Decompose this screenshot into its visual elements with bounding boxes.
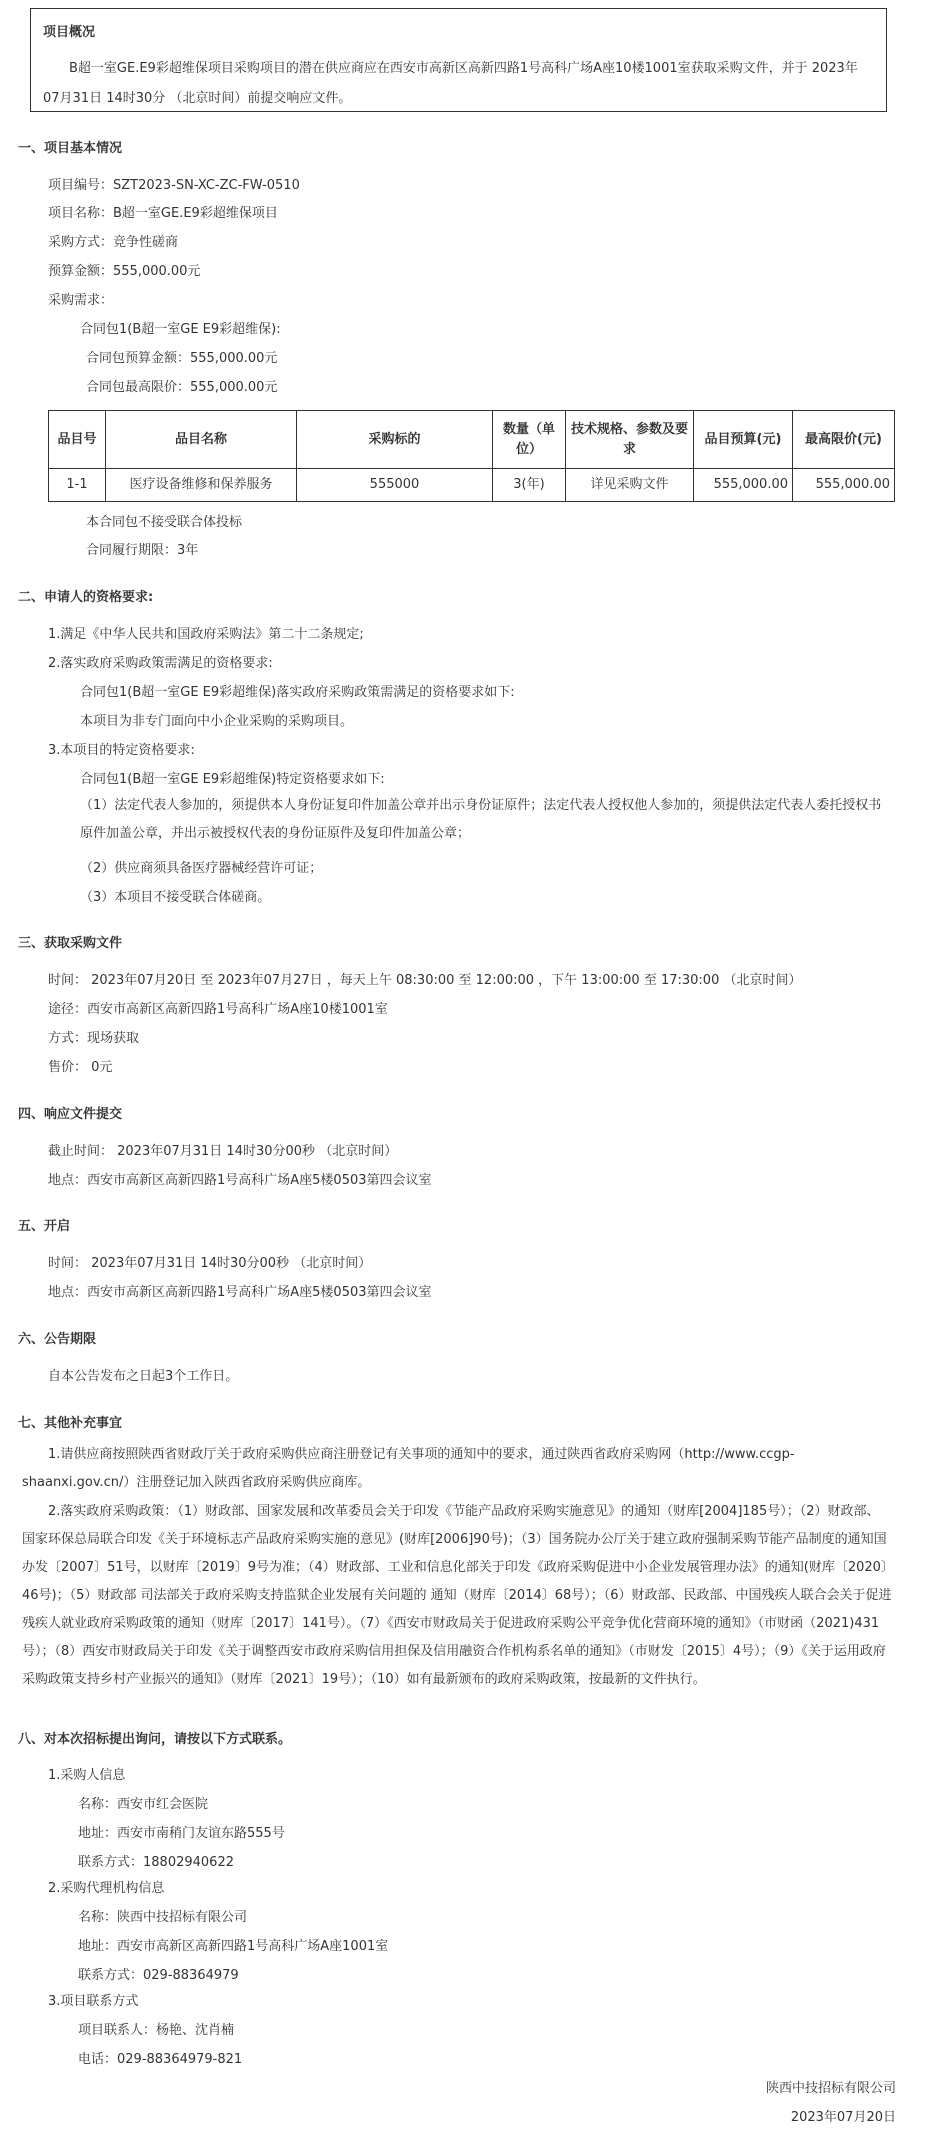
col-header-specs: 技术规格、参数及要求 (566, 411, 694, 469)
qualification-item-3-lot: 合同包1(B超一室GE E9彩超维保)特定资格要求如下: (80, 772, 385, 787)
col-header-item-budget: 品目预算(元) (694, 411, 793, 469)
submission-deadline: 截止时间： 2023年07月31日 14时30分00秒 （北京时间） (48, 1144, 398, 1159)
agency-contact: 联系方式：029-88364979 (78, 1968, 239, 1983)
specific-requirement-2: （2）供应商须具备医疗器械经营许可证； (80, 861, 323, 876)
cell-item-no: 1-1 (49, 469, 106, 502)
qualification-item-2-lot: 合同包1(B超一室GE E9彩超维保)落实政府采购政策需满足的资格要求如下: (80, 685, 515, 700)
agency-address: 地址：西安市高新区高新四路1号高科广场A座1001室 (78, 1939, 389, 1954)
cell-subject: 555000 (297, 469, 493, 502)
submission-place: 地点：西安市高新区高新四路1号高科广场A座5楼0503第四会议室 (48, 1173, 432, 1188)
agency-info-title: 2.采购代理机构信息 (48, 1881, 165, 1896)
opening-time: 时间： 2023年07月31日 14时30分00秒 （北京时间） (48, 1256, 372, 1271)
section6-heading: 六、公告期限 (18, 1332, 97, 1347)
col-header-quantity: 数量（单位） (493, 411, 566, 469)
purchaser-info-title: 1.采购人信息 (48, 1768, 126, 1783)
cell-item-name: 医疗设备维修和保养服务 (106, 469, 297, 502)
cell-item-budget: 555,000.00 (694, 469, 793, 502)
agency-name: 名称：陕西中技招标有限公司 (78, 1910, 248, 1925)
col-header-subject: 采购标的 (297, 411, 493, 469)
obtain-way: 方式：现场获取 (48, 1031, 140, 1046)
qualification-item-2: 2.落实政府采购政策需满足的资格要求: (48, 656, 273, 671)
section8-heading: 八、对本次招标提出询问，请按以下方式联系。 (18, 1732, 292, 1747)
project-number: 项目编号：SZT2023-SN-XC-ZC-FW-0510 (48, 178, 300, 193)
opening-place: 地点：西安市高新区高新四路1号高科广场A座5楼0503第四会议室 (48, 1285, 432, 1300)
section5-heading: 五、开启 (18, 1219, 71, 1234)
budget-amount: 预算金额：555,000.00元 (48, 264, 201, 279)
col-header-item-no: 品目号 (49, 411, 106, 469)
purchaser-address: 地址：西安市南稍门友谊东路555号 (78, 1826, 285, 1841)
project-contact-person: 项目联系人：杨艳、沈肖楠 (78, 2023, 235, 2038)
table-header-row (49, 411, 895, 469)
overview-text: B超一室GE.E9彩超维保项目采购项目的潜在供应商应在西安市高新区高新四路1号高科广场A座10楼1001室获取采购文件，并于 2023年07月31日 14时30分 （北京时间）前提交响应文件。 (43, 61, 858, 106)
announcement-period: 自本公告发布之日起3个工作日。 (48, 1369, 239, 1384)
section4-heading: 四、响应文件提交 (18, 1107, 123, 1122)
cell-quantity: 3(年) (493, 469, 566, 502)
section2-heading: 二、申请人的资格要求: (18, 590, 154, 605)
no-consortium-note: 本合同包不接受联合体投标 (86, 515, 243, 530)
section3-heading: 三、获取采购文件 (18, 936, 123, 951)
project-overview-box (30, 8, 887, 112)
footer-company: 陕西中技招标有限公司 (765, 2081, 896, 2096)
lot-items-table (48, 410, 895, 502)
lot-max-price: 合同包最高限价：555,000.00元 (86, 380, 278, 395)
project-contact-phone: 电话：029-88364979-821 (78, 2052, 243, 2067)
table-row (49, 469, 895, 502)
project-name: 项目名称：B超一室GE.E9彩超维保项目 (48, 206, 278, 221)
specific-requirement-1: （1）法定代表人参加的，须提供本人身份证复印件加盖公章并出示身份证原件；法定代表人授权他人参加的，须提供法定代表人委托授权书原件加盖公章，并出示被授权代表的身份证原件及复印件加盖公章； (80, 798, 882, 841)
obtain-place: 途径：西安市高新区高新四路1号高科广场A座10楼1001室 (48, 1002, 388, 1017)
overview-title: 项目概况 (43, 25, 96, 40)
supplement-paragraph-1: 1.请供应商按照陕西省财政厅关于政府采购供应商注册登记有关事项的通知中的要求，通过陕西省政府采购网（http://www.ccgp-shaanxi.gov.cn/）注册登记加入陕西省政府采购供应商库。 (22, 1447, 795, 1490)
qualification-item-2-text: 本项目为非专门面向中小企业采购的采购项目。 (80, 714, 354, 729)
contract-term: 合同履行期限：3年 (86, 543, 199, 558)
procurement-needs: 采购需求： (48, 293, 114, 308)
lot-title: 合同包1(B超一室GE E9彩超维保): (80, 322, 281, 337)
supplement-paragraph-2: 2.落实政府采购政策：（1）财政部、国家发展和改革委员会关于印发《节能产品政府采购实施意见》的通知（财库[2004]185号）；（2）财政部、国家环保总局联合印发《关于环境标志产品政府采购实施的意见》(财库[2006]90号)；（3）国务院办公厅关于建立政府强制采购节能产品制度的通知国办发〔2007〕51号，以财库〔2019〕9号为准；（4）财政部、工业和信息化部关于印发《政府采购促进中小企业发展管理办法》的通知(财库〔2020〕46号)；（5）财政部 司法部关于政府采购支持监狱企业发展有关问题的 通知（财库〔2014〕68号）；（6）财政部、民政部、中国残疾人联合会关于促进残疾人就业政府采购政策的通知（财库〔2017〕141号）。（7）《西安市财政局关于促进政府采购公平竞争优化营商环境的通知》（市财函（2021)431号）；（8）西安市财政局关于印发《关于调整西安市政府采购信用担保及信用融资合作机构系名单的通知》（市财发〔2015〕4号）；（9）《关于运用政府采购政策支持乡村产业振兴的通知》（财库〔2021〕19号）；（10）如有最新颁布的政府采购政策，按最新的文件执行。 (22, 1504, 892, 1687)
lot-budget: 合同包预算金额：555,000.00元 (86, 351, 278, 366)
col-header-item-name: 品目名称 (106, 411, 297, 469)
col-header-max-price: 最高限价(元) (793, 411, 895, 469)
obtain-time: 时间： 2023年07月20日 至 2023年07月27日 ，每天上午 08:30:00 至 12:00:00 ，下午 13:00:00 至 17:30:00 （北京时间） (48, 973, 802, 988)
purchaser-contact: 联系方式：18802940622 (78, 1855, 234, 1870)
section7-heading: 七、其他补充事宜 (18, 1416, 123, 1431)
section1-heading: 一、项目基本情况 (18, 141, 123, 156)
purchaser-name: 名称：西安市红会医院 (78, 1797, 209, 1812)
cell-specs: 详见采购文件 (566, 469, 694, 502)
qualification-item-3: 3.本项目的特定资格要求: (48, 743, 195, 758)
project-contact-title: 3.项目联系方式 (48, 1994, 139, 2009)
obtain-price: 售价： 0元 (48, 1060, 113, 1075)
procurement-method: 采购方式：竞争性磋商 (48, 235, 179, 250)
cell-max-price: 555,000.00 (793, 469, 895, 502)
specific-requirement-3: （3）本项目不接受联合体磋商。 (80, 890, 271, 905)
footer-date: 2023年07月20日 (790, 2110, 896, 2125)
qualification-item-1: 1.满足《中华人民共和国政府采购法》第二十二条规定; (48, 627, 364, 642)
